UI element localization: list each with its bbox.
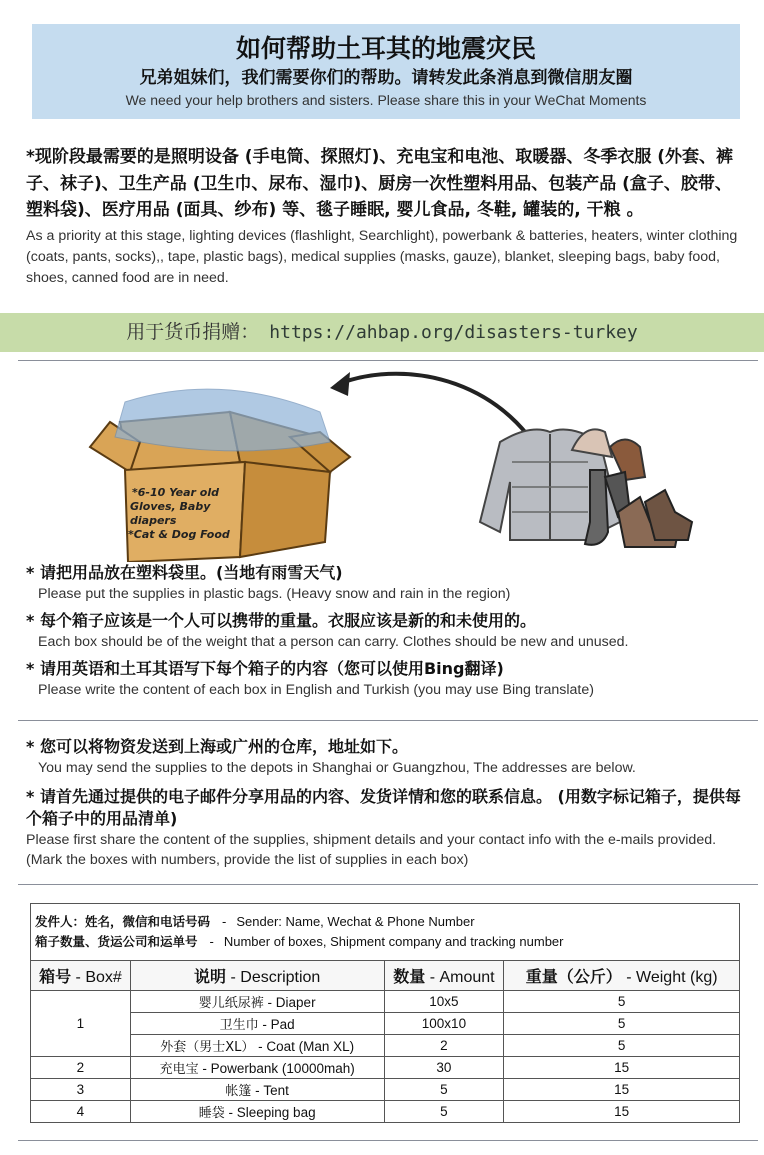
needs-english: As a priority at this stage, lighting devices (flashlight, Searchlight), powerbank & batteries, heaters, winter clothing (coats, pants, socks),, tape, plastic bags), medical supplies (masks, gauze), blanket, sleeping bags, baby food, shoes, canned food are in need. <box>26 227 738 286</box>
amount-cell: 100x10 <box>384 1013 504 1035</box>
amount-cell: 2 <box>384 1035 504 1057</box>
divider <box>18 1140 758 1141</box>
header-box-number: 箱号 - Box# <box>31 961 131 991</box>
sender-info: 发件人：姓名，微信和电话号码 - Sender: Name, Wechat & Phone Number <box>35 914 475 929</box>
box-label-2: Gloves, Baby <box>130 500 211 513</box>
shipping-depots-english: You may send the supplies to the depots in Shanghai or Guangzhou, The addresses are below. <box>38 760 636 776</box>
sender-row <box>31 904 740 961</box>
description-cell: 卫生巾 - Pad <box>130 1013 384 1035</box>
box-number-cell: 3 <box>31 1079 131 1101</box>
donation-label: 用于货币捐赠： <box>126 321 260 343</box>
tip-box-weight: * 每个箱子应该是一个人可以携带的重量。衣服应该是新的和未使用的。 Each box should be of the weight that a person can carry. Clothes should be new and unused. <box>26 611 629 650</box>
weight-cell: 15 <box>504 1057 740 1079</box>
weight-cell: 5 <box>504 991 740 1013</box>
amount-cell: 5 <box>384 1101 504 1123</box>
amount-cell: 30 <box>384 1057 504 1079</box>
table-header <box>31 961 740 991</box>
shipping-instructions <box>26 736 744 870</box>
donation-banner <box>0 313 764 352</box>
table-row <box>31 1057 740 1079</box>
description-cell: 外套（男士XL） - Coat (Man XL) <box>130 1035 384 1057</box>
header-description: 说明 - Description <box>130 961 384 991</box>
description-cell: 帐篷 - Tent <box>130 1079 384 1101</box>
weight-cell: 15 <box>504 1079 740 1101</box>
needs-section <box>26 144 744 289</box>
subtitle-chinese: 兄弟姐妹们，我们需要你们的帮助。请转发此条消息到微信朋友圈 <box>139 68 633 88</box>
donation-link[interactable]: https://ahbap.org/disasters-turkey <box>269 322 638 343</box>
table-row <box>31 1035 740 1057</box>
description-cell: 睡袋 - Sleeping bag <box>130 1101 384 1123</box>
header-banner <box>32 24 740 119</box>
shipping-depots-chinese: * 您可以将物资发送到上海或广州的仓库，地址如下。 <box>26 737 408 756</box>
table-row <box>31 1013 740 1035</box>
tip-plastic-bags: * 请把用品放在塑料袋里。(当地有雨雪天气) Please put the supplies in plastic bags. (Heavy snow and rain in the region) <box>26 563 511 602</box>
weight-cell: 15 <box>504 1101 740 1123</box>
divider <box>18 360 758 361</box>
box-number-cell: 2 <box>31 1057 131 1079</box>
box-label-1: *6-10 Year old <box>132 486 219 499</box>
subtitle-english: We need your help brothers and sisters. Please share this in your WeChat Moments <box>125 92 647 108</box>
divider <box>18 884 758 885</box>
description-cell: 婴儿纸尿裤 - Diaper <box>130 991 384 1013</box>
packing-tips <box>26 562 744 706</box>
amount-cell: 10x5 <box>384 991 504 1013</box>
weight-cell: 5 <box>504 1013 740 1035</box>
table-row <box>31 1101 740 1123</box>
divider <box>18 720 758 721</box>
arrow-head <box>330 372 350 396</box>
needs-chinese: *现阶段最需要的是照明设备 (手电筒、探照灯)、充电宝和电池、取暖器、冬季衣服 (外套、裤子、袜子)、卫生产品 (卫生巾、尿布、湿巾)、厨房一次性塑料用品、包装产品 (盒子、胶带、塑料袋)、医疗用品 (面具、纱布) 等、毯子睡眠, 婴儿食品, 冬鞋, 罐装的, 干粮 。 <box>26 147 734 220</box>
box-number-cell: 4 <box>31 1101 131 1123</box>
shipping-email-chinese: * 请首先通过提供的电子邮件分享用品的内容、发货详情和您的联系信息。 (用数字标记箱子，提供每个箱子中的用品清单) <box>26 787 741 828</box>
description-cell: 充电宝 - Powerbank (10000mah) <box>130 1057 384 1079</box>
table-row <box>31 1079 740 1101</box>
donation-box-illustration <box>80 362 700 562</box>
header-amount: 数量 - Amount <box>384 961 504 991</box>
tip-label-contents: * 请用英语和土耳其语写下每个箱子的内容（您可以使用Bing翻译) Please write the content of each box in English and Turkish (you may use Bing translate) <box>26 659 594 698</box>
box-label-4: *Cat & Dog Food <box>128 528 230 541</box>
table-row <box>31 991 740 1013</box>
header-weight: 重量（公斤） - Weight (kg) <box>504 961 740 991</box>
box-label-3: diapers <box>130 514 177 527</box>
box-number-cell: 1 <box>31 991 131 1057</box>
weight-cell: 5 <box>504 1035 740 1057</box>
page-title: 如何帮助土耳其的地震灾民 <box>235 34 536 63</box>
supplies-table <box>30 903 740 1123</box>
boxes-info: 箱子数量、货运公司和运单号 - Number of boxes, Shipment company and tracking number <box>35 934 564 949</box>
shipping-email-english: Please first share the content of the supplies, shipment details and your contact info with the e-mails provided. (Mark the boxes with numbers, provide the list of supplies in each box) <box>26 832 717 868</box>
amount-cell: 5 <box>384 1079 504 1101</box>
